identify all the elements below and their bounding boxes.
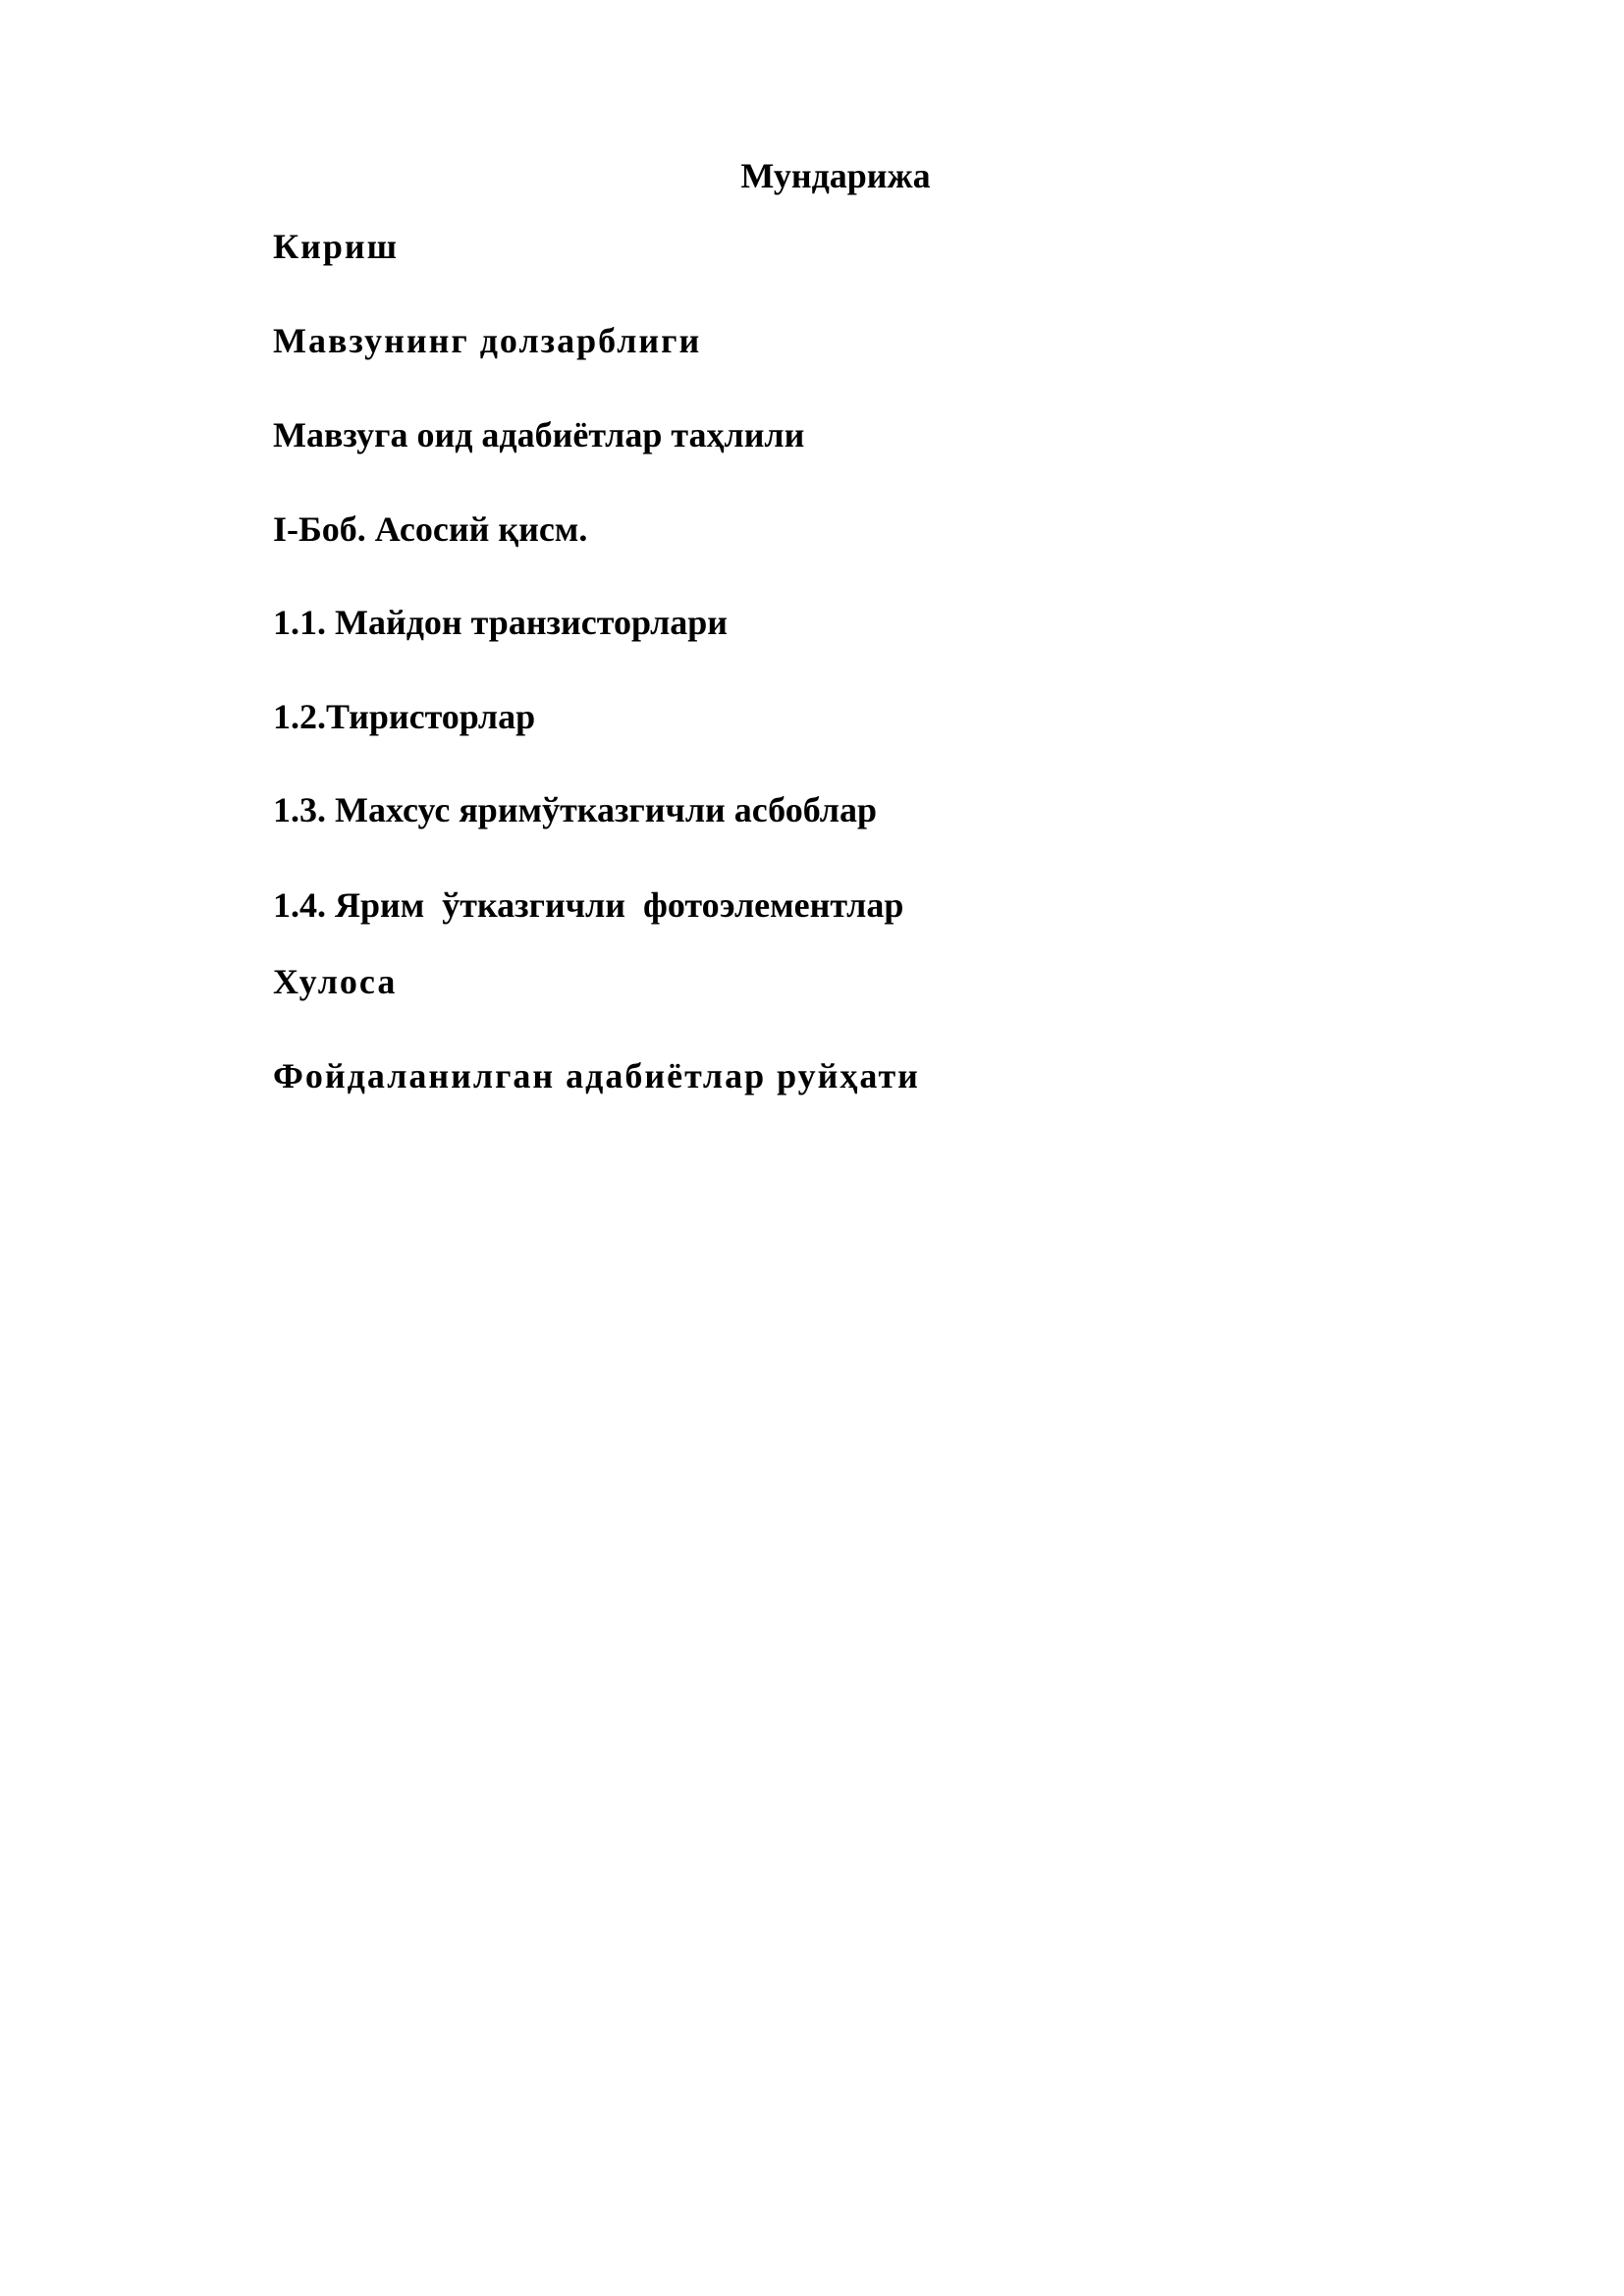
toc-item-chapter-one: I-Боб. Асосий қисм. (273, 509, 588, 549)
toc-item-section-1-4: 1.4. Ярим ўтказгичли фотоэлементлар (273, 885, 904, 925)
toc-item-introduction: Кириш (273, 227, 400, 266)
toc-item-relevance: Мавзунинг долзарблиги (273, 321, 702, 360)
toc-item-references: Фойдаланилган адабиётлар руйҳати (273, 1056, 920, 1095)
toc-item-section-1-1: 1.1. Майдон транзисторлари (273, 603, 729, 642)
toc-item-section-1-3: 1.3. Махсус яримўтказгичли асбоблар (273, 790, 878, 829)
toc-item-literature-review: Мавзуга оид адабиётлар таҳлили (273, 415, 805, 454)
toc-item-section-1-2: 1.2.Тиристорлар (273, 697, 536, 736)
toc-item-conclusion: Хулоса (273, 962, 398, 1001)
page-title: Мундарижа (740, 156, 931, 195)
